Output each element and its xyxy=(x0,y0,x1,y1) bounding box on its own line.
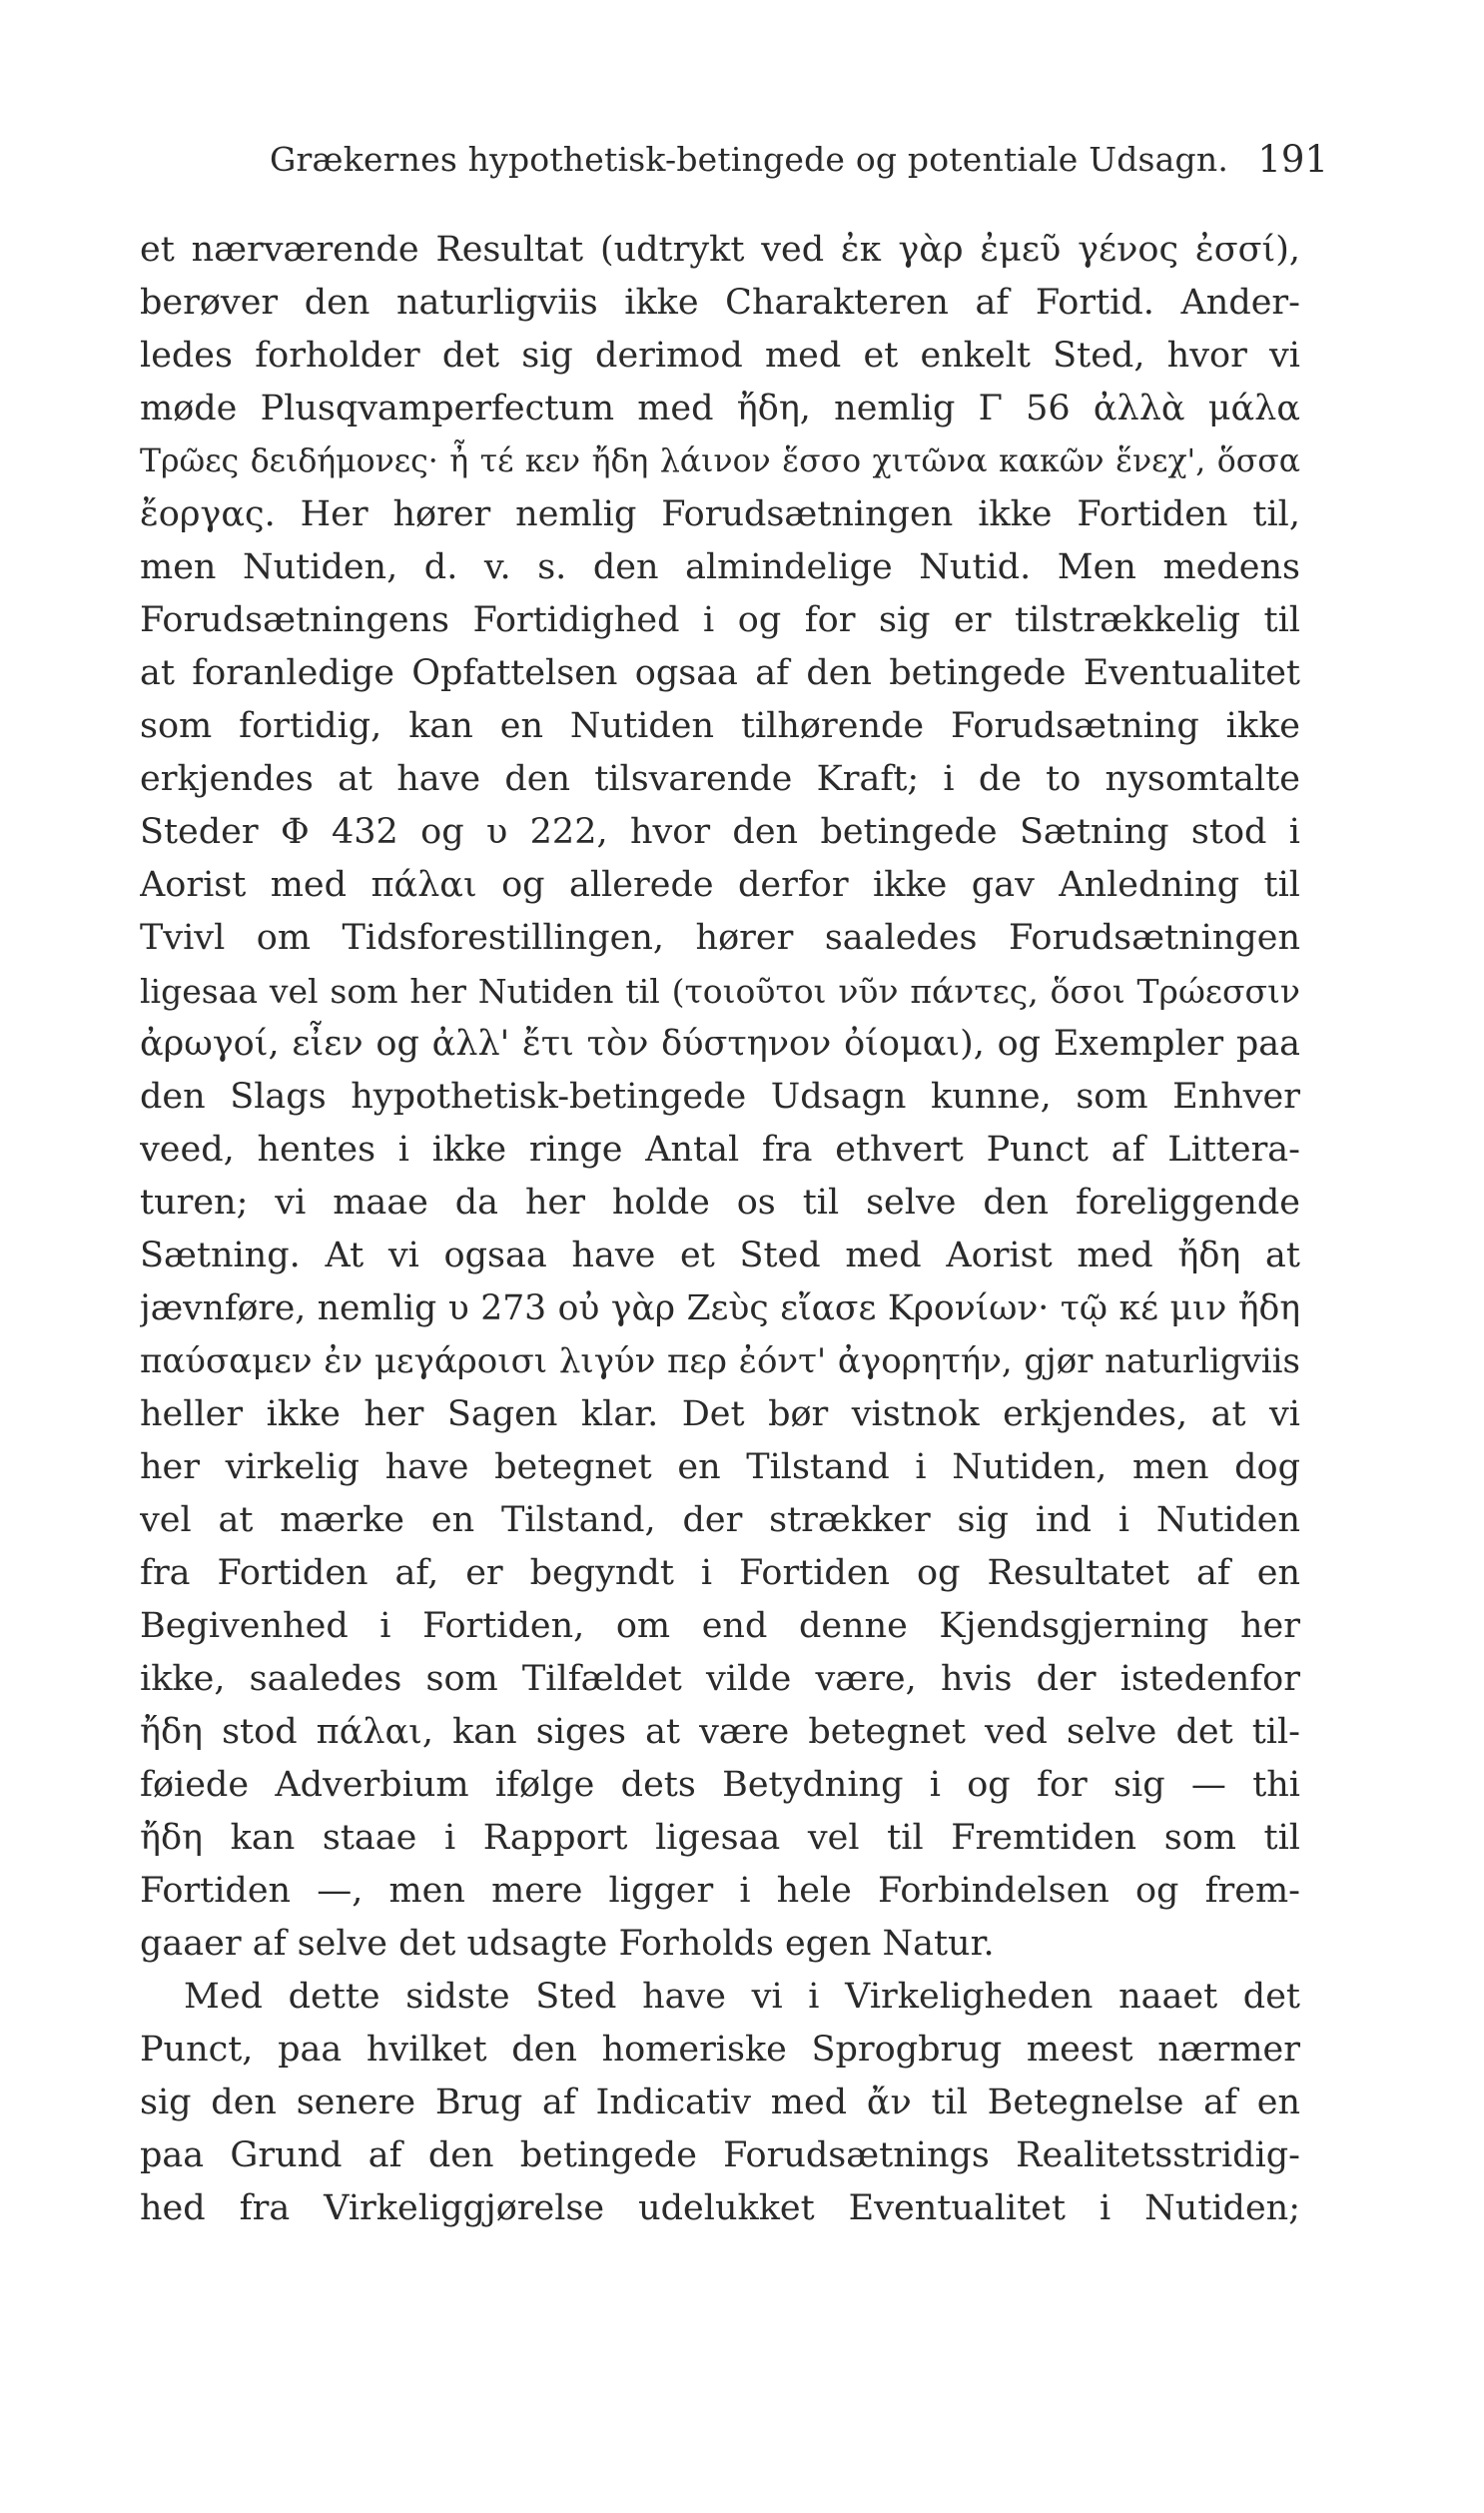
text-line: et nærværende Resultat (udtrykt ved ἐκ γὰρ ἐμεῦ γένος ἐσσί), xyxy=(140,230,1300,270)
text-line: Τρῶες δειδήμονες· ἦ τέ κεν ἤδη λάινον ἕσσο χιτῶνα κακῶν ἕνεχ', ὅσσα xyxy=(140,443,1300,479)
text-line: vel at mærke en Tilstand, der strækker sig ind i Nutiden xyxy=(140,1500,1300,1540)
text-line: sig den senere Brug af Indicativ med ἄν til Betegnelse af en xyxy=(140,2083,1300,2122)
text-line: Fortiden —, men mere ligger i hele Forbindelsen og frem- xyxy=(140,1871,1300,1911)
text-line: som fortidig, kan en Nutiden tilhørende Forudsætning ikke xyxy=(140,706,1300,746)
running-head xyxy=(270,130,1328,190)
text-line: føiede Adverbium ifølge dets Betydning i og for sig — thi xyxy=(140,1765,1300,1805)
paragraph-start-line: Med dette sidste Sted have vi i Virkeligheden naaet det xyxy=(184,1977,1300,2017)
running-title: Grækernes hypothetisk-betingede og potentiale Udsagn. xyxy=(270,140,1229,179)
text-line: fra Fortiden af, er begyndt i Fortiden og Resultatet af en xyxy=(140,1553,1300,1593)
text-line: ἤδη stod πάλαι, kan siges at være betegnet ved selve det til- xyxy=(140,1712,1300,1752)
text-line: Aorist med πάλαι og allerede derfor ikke gav Anledning til xyxy=(140,865,1300,905)
text-line: møde Plusqvamperfectum med ἤδη, nemlig Γ 56 ἀλλὰ μάλα xyxy=(140,389,1300,428)
text-line: Begivenhed i Fortiden, om end denne Kjendsgjerning her xyxy=(140,1606,1300,1646)
text-line: Sætning. At vi ogsaa have et Sted med Aorist med ἤδη at xyxy=(140,1236,1300,1275)
text-line: ikke, saaledes som Tilfældet vilde være, hvis der istedenfor xyxy=(140,1659,1300,1699)
text-line: erkjendes at have den tilsvarende Kraft; i de to nysomtalte xyxy=(140,759,1300,799)
text-line: ἀρωγοί, εἶεν og ἀλλ' ἔτι τὸν δύστηνον ὀίομαι), og Exempler paa xyxy=(140,1024,1300,1064)
paragraph-end-line: gaaer af selve det udsagte Forholds egen Natur. xyxy=(140,1924,995,1964)
text-line: ledes forholder det sig derimod med et enkelt Sted, hvor vi xyxy=(140,336,1300,376)
page-number: 191 xyxy=(1257,138,1328,181)
text-line: her virkelig have betegnet en Tilstand i Nutiden, men dog xyxy=(140,1447,1300,1487)
text-line: ἤδη kan staae i Rapport ligesaa vel til Fremtiden som til xyxy=(140,1818,1300,1858)
text-line: Tvivl om Tidsforestillingen, hører saaledes Forudsætningen xyxy=(140,918,1300,958)
text-line: ligesaa vel som her Nutiden til (τοιοῦτοι νῦν πάντες, ὅσοι Τρώεσσιν xyxy=(140,972,1300,1011)
text-line: men Nutiden, d. v. s. den almindelige Nutid. Men medens xyxy=(140,547,1300,587)
text-line: hed fra Virkeliggjørelse udelukket Eventualitet i Nutiden; xyxy=(140,2188,1300,2228)
text-line: ἔοργας. Her hører nemlig Forudsætningen ikke Fortiden til, xyxy=(140,494,1300,534)
text-line: paa Grund af den betingede Forudsætnings Realitetsstridig- xyxy=(140,2135,1300,2175)
text-line: at foranledige Opfattelsen ogsaa af den betingede Eventualitet xyxy=(140,653,1300,693)
body-text xyxy=(140,224,1300,2235)
text-line: veed, hentes i ikke ringe Antal fra ethvert Punct af Littera- xyxy=(140,1130,1300,1170)
text-line: den Slags hypothetisk-betingede Udsagn kunne, som Enhver xyxy=(140,1077,1300,1117)
text-line: Punct, paa hvilket den homeriske Sprogbrug meest nærmer xyxy=(140,2030,1300,2070)
text-line: berøver den naturligviis ikke Charakteren af Fortid. Ander- xyxy=(140,283,1300,323)
text-line: jævnføre, nemlig υ 273 οὐ γὰρ Ζεὺς εἴασε Κρονίων· τῷ κέ μιν ἤδη xyxy=(140,1288,1300,1328)
text-line: Steder Φ 432 og υ 222, hvor den betingede Sætning stod i xyxy=(140,812,1300,852)
text-line: turen; vi maae da her holde os til selve den foreliggende xyxy=(140,1183,1300,1223)
text-line: Forudsætningens Fortidighed i og for sig er tilstrækkelig til xyxy=(140,600,1300,640)
text-line: heller ikke her Sagen klar. Det bør vistnok erkjendes, at vi xyxy=(140,1394,1300,1434)
text-line: παύσαμεν ἐν μεγάροισι λιγύν περ ἐόντ' ἀγορητήν, gjør naturligviis xyxy=(140,1341,1300,1381)
